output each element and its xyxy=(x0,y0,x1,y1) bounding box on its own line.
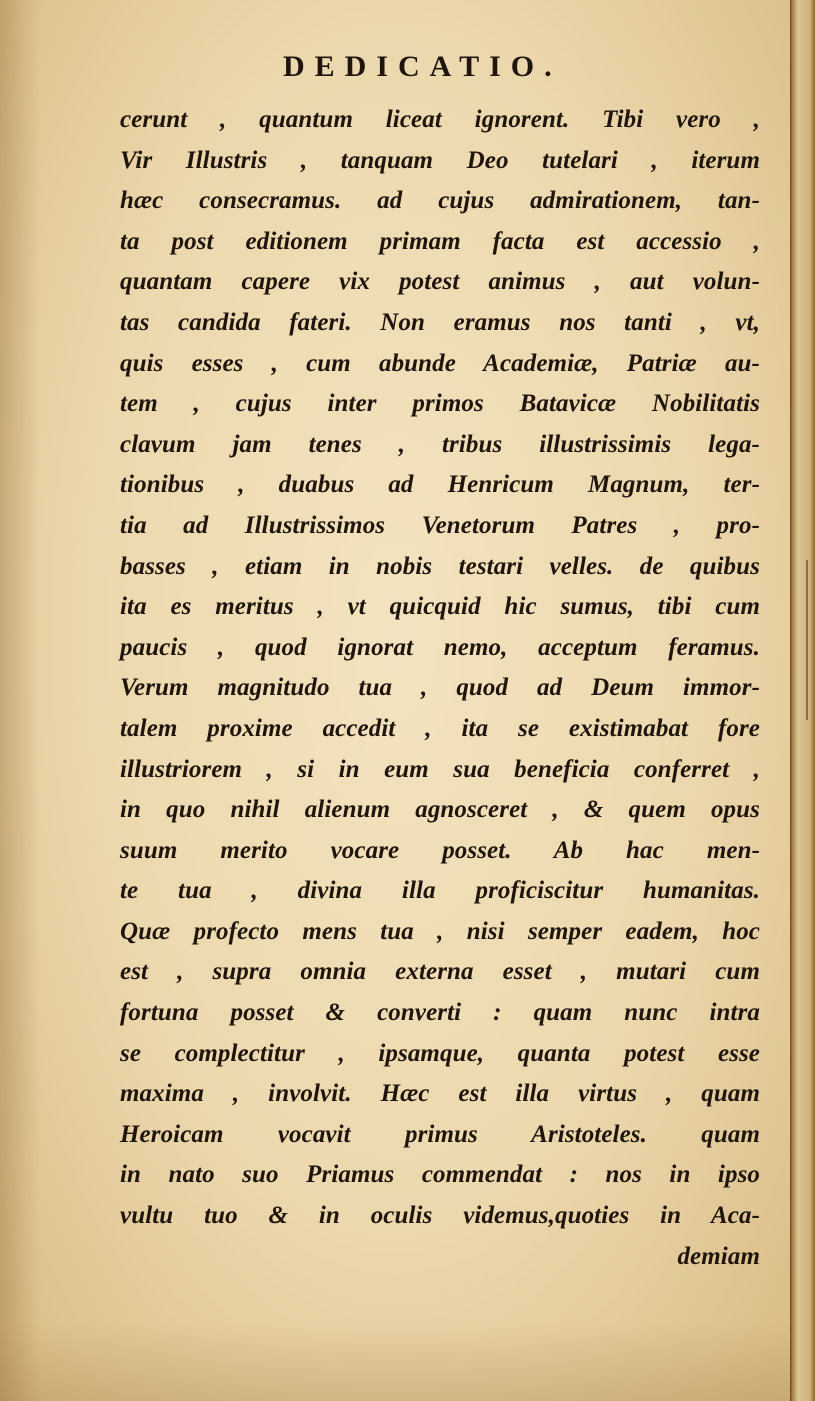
text-line: in nato suo Priamus commendat : nos in ipso xyxy=(120,1161,760,1189)
text-line: vultu tuo & in oculis videmus,quoties in Aca- xyxy=(120,1202,760,1230)
text-line: Vir Illustris , tanquam Deo tutelari , iterum xyxy=(120,146,760,174)
text-line: ta post editionem primam facta est accessio , xyxy=(120,227,760,255)
text-line: est , supra omnia externa esset , mutari cum xyxy=(120,958,760,986)
text-line: quantam capere vix potest animus , aut volun- xyxy=(120,268,760,296)
catchword: demiam xyxy=(677,1242,760,1270)
text-line: Verum magnitudo tua , quod ad Deum immor- xyxy=(120,674,760,702)
text-line: talem proxime accedit , ita se existimabat fore xyxy=(120,714,760,742)
body-text xyxy=(120,100,760,1277)
text-line: hæc consecramus. ad cujus admirationem, tan- xyxy=(120,187,760,215)
text-line: ita es meritus , vt quicquid hic sumus, tibi cum xyxy=(120,593,760,621)
text-line: tia ad Illustrissimos Venetorum Patres , pro- xyxy=(120,511,760,539)
text-line: illustriorem , si in eum sua beneficia conferret , xyxy=(120,755,760,783)
text-line: quis esses , cum abunde Academiæ, Patriæ au- xyxy=(120,349,760,377)
text-line: Heroicam vocavit primus Aristoteles. quam xyxy=(120,1120,760,1148)
text-line: suum merito vocare posset. Ab hac men- xyxy=(120,836,760,864)
text-line: cerunt , quantum liceat ignorent. Tibi vero , xyxy=(120,106,760,133)
text-line: tem , cujus inter primos Batavicæ Nobilitatis xyxy=(120,390,760,418)
text-line: tionibus , duabus ad Henricum Magnum, ter- xyxy=(120,471,760,499)
text-line: Quæ profecto mens tua , nisi semper eadem, hoc xyxy=(120,917,760,945)
running-header: DEDICATIO. xyxy=(283,50,562,83)
text-line: tas candida fateri. Non eramus nos tanti , vt, xyxy=(120,308,760,336)
text-line: in quo nihil alienum agnosceret , & quem opus xyxy=(120,796,760,824)
text-line: clavum jam tenes , tribus illustrissimis lega- xyxy=(120,430,760,458)
page-edge-mark xyxy=(806,560,808,720)
text-line: se complectitur , ipsamque, quanta potest esse xyxy=(120,1039,760,1067)
text-line: basses , etiam in nobis testari velles. de quibus xyxy=(120,552,760,580)
text-line: te tua , divina illa proficiscitur humanitas. xyxy=(120,877,760,905)
book-spine xyxy=(790,0,815,1401)
text-line: maxima , involvit. Hæc est illa virtus , quam xyxy=(120,1080,760,1108)
text-line: paucis , quod ignorat nemo, acceptum feramus. xyxy=(120,633,760,661)
text-line: fortuna posset & converti : quam nunc intra xyxy=(120,999,760,1027)
